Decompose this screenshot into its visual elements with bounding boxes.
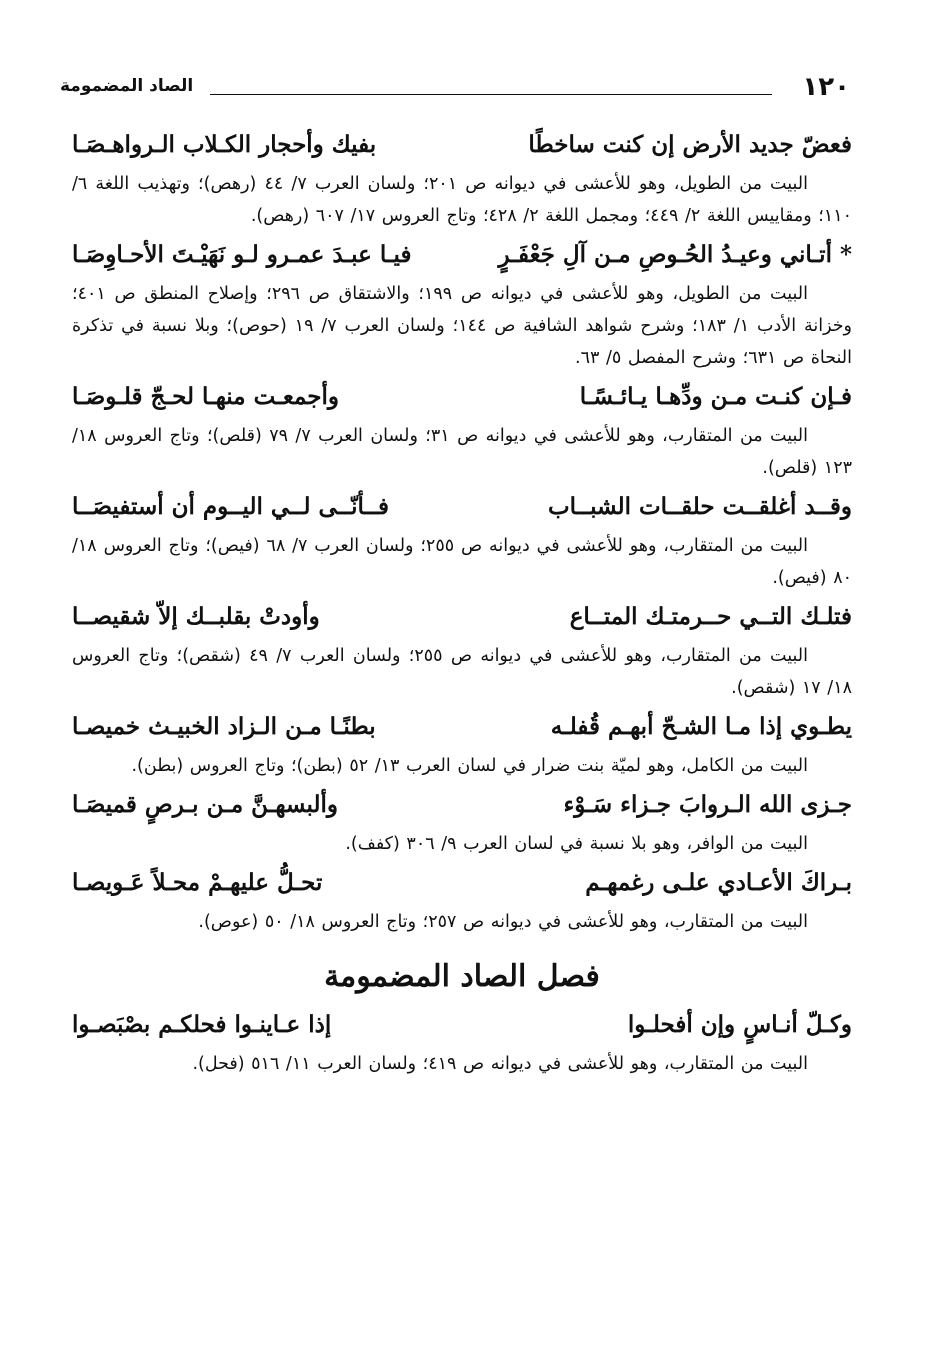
- verse-line: [72, 866, 852, 900]
- citation-note: البيت من الطويل، وهو للأعشى في ديوانه ص ١٩٩؛ والاشتقاق ص ٢٩٦؛ وإصلاح المنطق ص ٤٠١؛ وخزانة الأدب ١/ ١٨٣؛ وشرح شواهد الشافية ص ١٤٤؛ ولسان العرب ٧/ ١٩ (حوص)؛ وبلا نسبة في تذكرة النحاة ص ٦٣١؛ وشرح المفصل ٥/ ٦٣.: [72, 284, 852, 368]
- verse-entry: [72, 490, 852, 594]
- verse-entry: [72, 600, 852, 704]
- verse-line: [72, 380, 852, 414]
- verse-line: [72, 490, 852, 524]
- header-rule: [210, 94, 772, 95]
- page-body: [72, 122, 852, 1080]
- verse-second-hemistich: وألبسهـنَّ مـن بـرصٍ قميصَـا: [72, 791, 338, 818]
- verse-line: [72, 1008, 852, 1042]
- verse-first-hemistich: وكـلّ أنـاسٍ وإن أفحلـوا: [627, 1011, 852, 1038]
- verse-second-hemistich: فيـا عبـدَ عمـرو لـو نَهَيْـتَ الأحـاوِصَـا: [72, 241, 412, 268]
- verse-first-hemistich: فتلـك التــي حــرمتـك المتــاع: [569, 603, 852, 630]
- citation-note: البيت من المتقارب، وهو للأعشى في ديوانه ص ٤١٩؛ ولسان العرب ١١/ ٥١٦ (فحل).: [192, 1054, 808, 1074]
- verse-first-hemistich: * أتـاني وعيـدُ الحُـوصِ مـن آلِ جَعْفَـرٍ: [498, 241, 852, 268]
- running-title: الصاد المضمومة: [60, 76, 194, 96]
- verse-entry: [72, 238, 852, 374]
- citation-note: البيت من الوافر، وهو بلا نسبة في لسان العرب ٩/ ٣٠٦ (كفف).: [345, 834, 808, 854]
- citation-note: البيت من الطويل، وهو للأعشى في ديوانه ص ٢٠١؛ ولسان العرب ٧/ ٤٤ (رهص)؛ وتهذيب اللغة ٦/ ١١٠؛ ومقاييس اللغة ٢/ ٤٤٩؛ ومجمل اللغة ٢/ ٤٢٨؛ وتاج العروس ١٧/ ٦٠٧ (رهص).: [72, 174, 852, 226]
- verse-second-hemistich: وأودتْ بقلبــك إلاّ شقيصــا: [72, 603, 320, 630]
- citation-note: البيت من المتقارب، وهو للأعشى في ديوانه ص ٢٥٥؛ ولسان العرب ٧/ ٤٩ (شقص)؛ وتاج العروس ١٨/ ١٧ (شقص).: [72, 646, 852, 698]
- page-header: [60, 68, 850, 108]
- verse-line: [72, 788, 852, 822]
- verse-first-hemistich: فـإن كنـت مـن ودِّهـا يـائـسًـا: [579, 383, 852, 410]
- verse-first-hemistich: فعضّ جديد الأرض إن كنت ساخطًا: [528, 131, 852, 158]
- verse-first-hemistich: يطـوي إذا مـا الشـحّ أبهـم قُفلـه: [550, 713, 852, 740]
- verse-line: [72, 238, 852, 272]
- verse-first-hemistich: جـزى الله الـروابَ جـزاء سَـوْء: [563, 791, 852, 818]
- citation-note: البيت من الكامل، وهو لميّة بنت ضرار في لسان العرب ١٣/ ٥٢ (بطن)؛ وتاج العروس (بطن).: [131, 756, 808, 776]
- citation-note: البيت من المتقارب، وهو للأعشى في ديوانه ص ٣١؛ ولسان العرب ٧/ ٧٩ (قلص)؛ وتاج العروس ١٨/ ١٢٣ (قلص).: [72, 426, 852, 478]
- verse-line: [72, 128, 852, 162]
- verse-line: [72, 600, 852, 634]
- verse-first-hemistich: بـراكَ الأعـادي علـى رغمهـم: [585, 869, 852, 896]
- section-heading: فصل الصاد المضمومة: [324, 959, 600, 994]
- verse-second-hemistich: بطنًـا مـن الـزاد الخبيـث خميصـا: [72, 713, 376, 740]
- citation-note: البيت من المتقارب، وهو للأعشى في ديوانه ص ٢٥٧؛ وتاج العروس ١٨/ ٥٠ (عوص).: [198, 912, 808, 932]
- verse-second-hemistich: بفيك وأحجار الكـلاب الـرواهـصَـا: [72, 131, 377, 158]
- verse-second-hemistich: إذا عـاينـوا فحلكـم بصْبَصـوا: [72, 1011, 332, 1038]
- verse-entry: [72, 380, 852, 484]
- verse-entry: [72, 710, 852, 782]
- verse-entry: [72, 866, 852, 938]
- verse-entry: [72, 788, 852, 860]
- verse-second-hemistich: فــأنّــى لــي اليــوم أن أستفيصَــا: [72, 493, 390, 520]
- verse-entry: [72, 1008, 852, 1080]
- page-number: ١٢٠: [802, 72, 850, 102]
- citation-note: البيت من المتقارب، وهو للأعشى في ديوانه ص ٢٥٥؛ ولسان العرب ٧/ ٦٨ (فيص)؛ وتاج العروس ١٨/ ٨٠ (فيص).: [72, 536, 852, 588]
- verse-entry: [72, 128, 852, 232]
- verse-second-hemistich: وأجمعـت منهـا لحـجّ قلـوصَـا: [72, 383, 340, 410]
- verse-first-hemistich: وقــد أغلقــت حلقــات الشبــاب: [548, 493, 852, 520]
- verse-line: [72, 710, 852, 744]
- verse-second-hemistich: تحـلُّ عليهـمْ محـلاً عَـويصـا: [72, 869, 323, 896]
